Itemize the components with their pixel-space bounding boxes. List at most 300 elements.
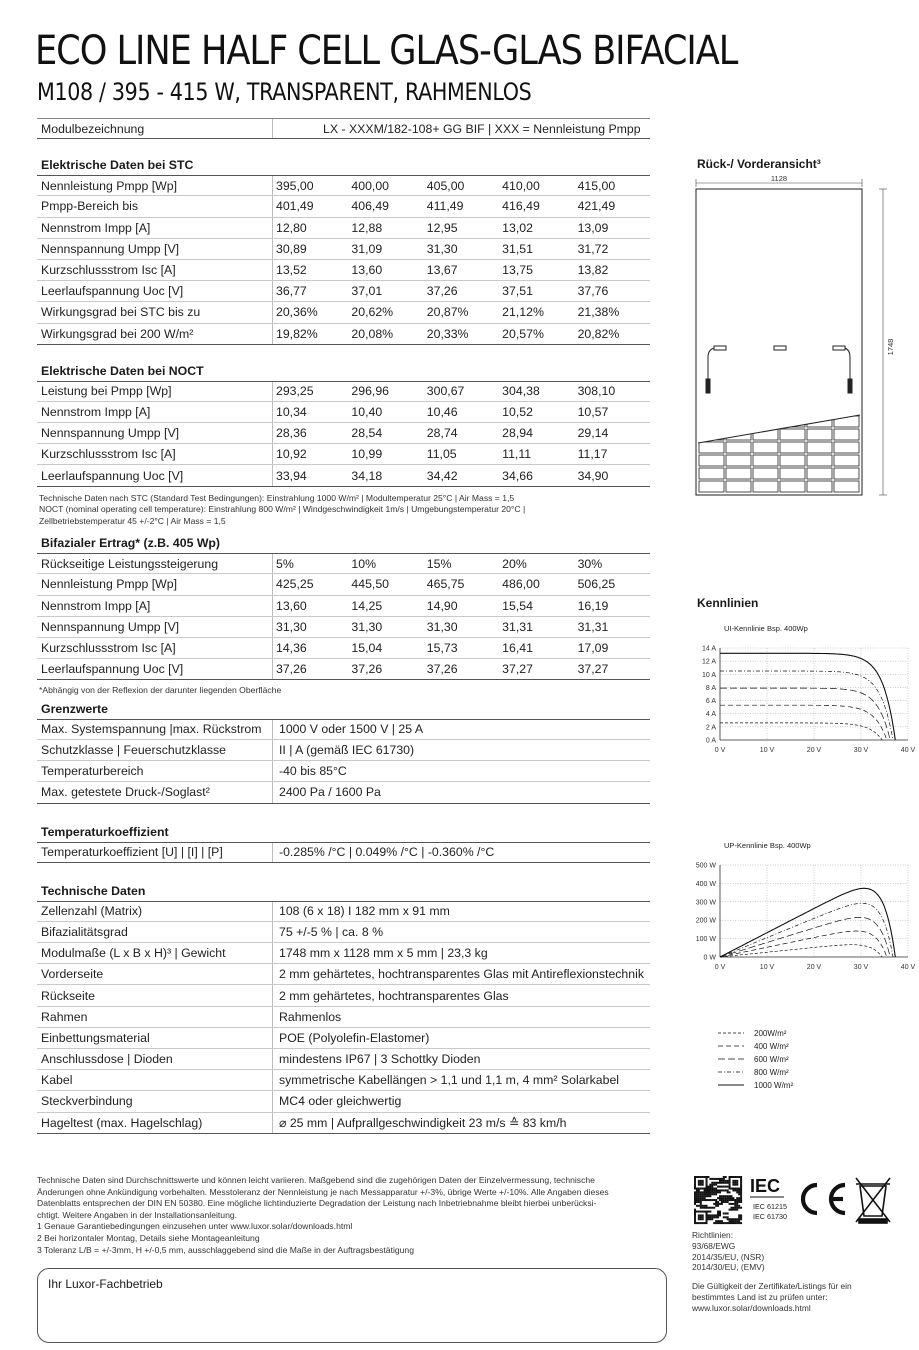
row-value: 31,31 [502, 619, 533, 634]
row-value: 108 (6 x 18) I 182 mm x 91 mm [279, 904, 450, 919]
y-tick-label: 6 A [705, 698, 716, 706]
tempcoef-title: Temperaturkoeffizient [41, 824, 169, 839]
table-row [37, 901, 650, 922]
bifacial-title: Bifazialer Ertrag* (z.B. 405 Wp) [41, 536, 221, 551]
row-value: 300,67 [426, 384, 465, 399]
table-row [37, 1007, 650, 1028]
y-tick-label: 400 W [695, 880, 716, 888]
row-label: Modulmaße (L x B x H)³ | Gewicht [37, 943, 273, 963]
row-value: 13,60 [351, 263, 383, 278]
row-value: 421,49 [577, 199, 616, 214]
row-value: 31,09 [351, 241, 383, 256]
note-line: Technische Daten nach STC (Standard Test Bedingungen): Einstrahlung 1000 W/m² | Modultemperatur 25°C | Air Mass = 1,5 [39, 492, 515, 503]
row-value: 15,73 [426, 640, 458, 655]
row-value: 13,52 [276, 263, 307, 278]
qr-code-icon [694, 1176, 742, 1224]
row-label: Kurzschlussstrom Isc [A] [37, 444, 273, 464]
tempcoef-table [37, 842, 650, 863]
row-label: Leerlaufspannung Uoc [V] [37, 465, 273, 485]
connector-right [848, 379, 852, 393]
dealer-label: Ihr Luxor-Fachbetrieb [48, 1277, 163, 1291]
row-value: 20% [502, 556, 527, 571]
spec-tables [37, 118, 650, 1134]
solar-cell [726, 468, 751, 479]
model-row [37, 118, 650, 139]
stc-title: Elektrische Daten bei STC [41, 158, 194, 173]
solar-cell [753, 429, 778, 440]
y-tick-label: 12 A [701, 658, 716, 666]
row-label: Steckverbindung [37, 1091, 273, 1111]
row-label: Rückseitige Leistungssteigerung [37, 554, 273, 573]
row-value: 1748 mm x 1128 mm x 5 mm | 23,3 kg [279, 946, 488, 961]
table-row [37, 574, 650, 595]
footnote-line: 3 Toleranz L/B = +/-3mm, H +/-0,5 mm, ausschlaggebend sind die Maße in der Auftragsbestätigung [37, 1244, 414, 1255]
solar-cell [780, 481, 805, 492]
iec-line: IEC 61730 [753, 1212, 787, 1221]
table-row [37, 638, 650, 659]
row-label: Nennstrom Impp [A] [37, 218, 273, 238]
curves-legend [718, 1027, 838, 1095]
row-value: 12,88 [351, 220, 383, 235]
row-value: 31,30 [426, 241, 458, 256]
table-row [37, 196, 650, 217]
table-row [37, 659, 650, 680]
footnote-line: 2 Bei horizontaler Montag, Details siehe Montageanleitung [37, 1232, 260, 1243]
footnote-line: Änderungen ohne Ankündigung vorbehalten. Messtoleranz der Nennleistung je nach Messapparatur +/-3%, übrige Werte +/-10%. Alle Angaben dieses [37, 1186, 609, 1197]
row-value: 445,50 [351, 577, 390, 592]
row-value: 20,57% [502, 326, 544, 341]
limits-title: Grenzwerte [41, 701, 108, 716]
row-value: Rahmenlos [279, 1009, 342, 1024]
row-value: 31,30 [426, 619, 458, 634]
row-value: 20,33% [426, 326, 469, 341]
solar-cell [780, 455, 805, 466]
solar-cell [834, 442, 859, 453]
cert-logos [692, 1172, 907, 1233]
solar-cell [834, 481, 859, 492]
cert-svg [692, 1172, 907, 1228]
row-value: II | A (gemäß IEC 61730) [279, 743, 415, 758]
solar-cell [834, 455, 859, 466]
row-label: Rückseite [37, 985, 273, 1005]
row-value: 304,38 [502, 384, 540, 399]
connector-left [706, 379, 710, 393]
y-tick-label: 8 A [705, 684, 716, 692]
noct-title: Elektrische Daten bei NOCT [41, 363, 204, 378]
row-value: 506,25 [577, 577, 616, 592]
row-value: mindestens IP67 | 3 Schottky Dioden [279, 1052, 481, 1067]
row-value: 395,00 [276, 178, 314, 193]
table-row [37, 465, 650, 486]
row-value: 411,49 [426, 199, 464, 214]
row-label: Kurzschlussstrom Isc [A] [37, 638, 273, 658]
row-value: 37,26 [351, 662, 383, 677]
x-tick-label: 20 V [806, 747, 822, 754]
row-label: Nennspannung Umpp [V] [37, 423, 273, 443]
dealer-box [37, 1268, 667, 1343]
solar-cell [699, 455, 724, 466]
crossed-bin-icon [856, 1178, 890, 1223]
table-row [37, 381, 650, 402]
solar-cell [753, 416, 778, 427]
row-value: POE (Polyolefin-Elastomer) [279, 1030, 430, 1045]
row-label: Leerlaufspannung Uoc [V] [37, 659, 273, 679]
row-value: 31,72 [577, 241, 609, 256]
series-line [720, 945, 882, 957]
x-tick-label: 30 V [853, 747, 869, 754]
reg-line: Richtlinien: [692, 1230, 733, 1240]
row-value: 405,00 [426, 178, 465, 193]
junction-box [714, 346, 726, 350]
row-value: 34,18 [351, 468, 383, 483]
row-value: 15% [426, 556, 452, 571]
row-value: 11,17 [577, 447, 608, 462]
row-value: 2400 Pa / 1600 Pa [279, 785, 381, 800]
footnote-line: Datenblatts entsprechen der DIN EN 50380. Eine mögliche lichtinduzierte Degradation der Leistung nach Inbetriebnahme bleibt hierbei unberücksi- [37, 1198, 597, 1209]
bifacial-note: *Abhängig von der Reflexion der darunter liegenden Oberfläche [39, 685, 282, 696]
row-value: -40 bis 85°C [279, 764, 347, 779]
row-value: 16,41 [502, 640, 533, 655]
solar-cell [699, 442, 724, 453]
module-outline [696, 189, 862, 495]
regulations [692, 1230, 907, 1314]
row-value: 30% [577, 556, 603, 571]
row-value: 28,54 [351, 426, 383, 441]
row-label: Rahmen [37, 1007, 273, 1027]
x-tick-label: 40 V [900, 747, 916, 754]
series-line [720, 688, 890, 740]
reg-line: www.luxor.solar/downloads.html [692, 1302, 811, 1313]
row-value: 13,75 [502, 263, 533, 278]
row-value: 10,34 [276, 404, 307, 419]
y-tick-label: 500 W [695, 862, 716, 870]
module-drawing [690, 175, 900, 500]
solar-cell [726, 442, 751, 453]
iec-logo: IEC [750, 1176, 781, 1196]
row-label: Nennspannung Umpp [V] [37, 239, 273, 259]
row-label: Schutzklasse | Feuerschutzklasse [37, 740, 273, 760]
reg-line: 2014/35/EU, (NSR) [692, 1251, 765, 1262]
table-row [37, 423, 650, 444]
footnote-line: 1 Genaue Garantiebedingungen einzusehen unter www.luxor.solar/downloads.html [37, 1221, 353, 1232]
solar-cell [753, 442, 778, 453]
solar-cell [807, 429, 832, 440]
row-value: 20,62% [351, 305, 394, 320]
model-label: Modulbezeichnung [37, 119, 273, 138]
solar-cell [726, 455, 751, 466]
row-value: 33,94 [276, 468, 307, 483]
table-row [37, 964, 650, 985]
table-row [37, 842, 650, 863]
row-value: 20,36% [276, 305, 318, 320]
ce-mark-icon [803, 1185, 845, 1213]
row-value: 20,82% [577, 326, 620, 341]
junction-boxes [706, 346, 852, 393]
row-label: Nennleistung Pmpp [Wp] [37, 176, 273, 195]
table-row [37, 444, 650, 465]
chart-title: UI-Kennlinie Bsp. 400Wp [724, 624, 808, 633]
legend-label: 600 W/m² [754, 1055, 789, 1064]
row-label: Max. getestete Druck-/Soglast² [37, 782, 273, 802]
table-row [37, 218, 650, 239]
row-value: 37,27 [502, 662, 533, 677]
row-value: 5% [276, 556, 294, 571]
x-tick-label: 10 V [759, 964, 775, 971]
row-value: 2 mm gehärtetes, hochtransparentes Glas mit Antireflexionstechnik [279, 967, 644, 982]
row-value: 2 mm gehärtetes, hochtransparentes Glas [279, 988, 509, 1003]
solar-cell [753, 481, 778, 492]
solar-cell [807, 468, 832, 479]
reg-line: bestimmtes Land ist zu prüfen unter: [692, 1291, 828, 1302]
row-value: 12,95 [426, 220, 458, 235]
row-label: Nennstrom Impp [A] [37, 402, 273, 422]
table-row [37, 1070, 650, 1091]
table-row [37, 985, 650, 1006]
series-line [720, 888, 895, 957]
row-value: 13,67 [426, 263, 458, 278]
row-value: 31,30 [276, 619, 307, 634]
row-value: 37,26 [426, 284, 458, 299]
row-value: 12,80 [276, 220, 307, 235]
y-tick-label: 2 A [705, 724, 716, 732]
ui-curve-chart [688, 620, 916, 760]
row-value: 34,66 [502, 468, 533, 483]
y-tick-label: 0 W [703, 954, 716, 962]
y-tick-label: 300 W [695, 899, 716, 907]
x-tick-label: 30 V [853, 964, 869, 971]
junction-box [774, 346, 786, 350]
up-curve-chart [688, 837, 916, 977]
solar-cell [807, 442, 832, 453]
row-value: 17,09 [577, 640, 609, 655]
row-value: 19,82% [276, 326, 318, 341]
row-value: 14,90 [426, 598, 458, 613]
row-value: 10,92 [276, 447, 307, 462]
row-label: Wirkungsgrad bei STC bis zu [37, 302, 273, 322]
row-value: 11,11 [502, 447, 532, 462]
row-value: 401,49 [276, 199, 314, 214]
row-value: 400,00 [351, 178, 390, 193]
legend-label: 400 W/m² [754, 1042, 789, 1051]
legend-label: 1000 W/m² [754, 1081, 794, 1090]
curves-title: Kennlinien [697, 596, 759, 610]
table-row [37, 740, 650, 761]
y-tick-label: 14 A [701, 645, 716, 653]
table-row [37, 1028, 650, 1049]
row-value: 28,94 [502, 426, 533, 441]
table-row [37, 281, 650, 302]
row-value: 10,46 [426, 404, 458, 419]
row-value: 75 +/-5 % | ca. 8 % [279, 924, 384, 939]
note-line: Zellbetriebstemperatur 45 +/-2°C | Air Mass = 1,5 [39, 515, 226, 526]
y-tick-label: 0 A [705, 737, 716, 745]
row-value: 37,76 [577, 284, 609, 299]
solar-cell [726, 481, 751, 492]
row-value: 13,82 [577, 263, 609, 278]
table-row [37, 402, 650, 423]
table-row [37, 719, 650, 740]
row-label: Nennleistung Pmpp [Wp] [37, 574, 273, 594]
footnote [37, 1175, 667, 1256]
solar-cell [699, 468, 724, 479]
y-tick-label: 100 W [695, 936, 716, 944]
row-label: Einbettungsmaterial [37, 1028, 273, 1048]
reg-line [692, 1273, 907, 1281]
row-value: symmetrische Kabellängen > 1,1 und 1,1 m, 4 mm² Solarkabel [279, 1073, 620, 1088]
row-label: Kabel [37, 1070, 273, 1090]
stc-table [37, 175, 650, 345]
row-value: 465,75 [426, 577, 465, 592]
row-value: 415,00 [577, 178, 616, 193]
row-label: Temperaturkoeffizient [U] | [I] | [P] [37, 843, 273, 862]
junction-box [833, 346, 845, 350]
series-line [720, 723, 882, 740]
reg-line: 93/68/EWG [692, 1240, 736, 1251]
row-label: Kurzschlussstrom Isc [A] [37, 260, 273, 280]
table-row [37, 596, 650, 617]
limits-table [37, 719, 650, 804]
row-label: Leistung bei Pmpp [Wp] [37, 382, 273, 401]
table-row [37, 175, 650, 196]
y-tick-label: 4 A [705, 711, 716, 719]
row-value: 37,51 [502, 284, 533, 299]
row-value: 308,10 [577, 384, 616, 399]
row-value: 13,09 [577, 220, 609, 235]
table-row [37, 260, 650, 281]
row-value: 15,54 [502, 598, 533, 613]
row-value: 37,27 [577, 662, 609, 677]
row-value: 425,25 [276, 577, 314, 592]
solar-cell [834, 468, 859, 479]
noct-table [37, 381, 650, 487]
row-value: -0.285% /°C | 0.049% /°C | -0.360% /°C [279, 845, 495, 860]
solar-cell [780, 429, 805, 440]
tech-title: Technische Daten [41, 883, 146, 898]
row-label: Zellenzahl (Matrix) [37, 902, 273, 921]
reg-line: 2014/30/EU, (EMV) [692, 1262, 765, 1273]
y-tick-label: 200 W [695, 917, 716, 925]
table-row [37, 617, 650, 638]
row-value: 37,26 [276, 662, 307, 677]
table-row [37, 1049, 650, 1070]
table-row [37, 943, 650, 964]
solar-cell [807, 481, 832, 492]
row-label: Leerlaufspannung Uoc [V] [37, 281, 273, 301]
solar-cell [699, 481, 724, 492]
bifacial-table [37, 553, 650, 680]
note-line: NOCT (nominal operating cell temperature): Einstrahlung 800 W/m² | Windgeschwindigkeit 1m/s | Umgebungstemperatur 20°C | [39, 504, 526, 515]
row-label: Max. Systemspannung |max. Rückstrom [37, 720, 273, 739]
row-value: 10,52 [502, 404, 533, 419]
row-label: Hageltest (max. Hagelschlag) [37, 1113, 273, 1133]
row-label: Vorderseite [37, 964, 273, 984]
row-label: Bifazialitätsgrad [37, 922, 273, 942]
height-label: 1748 [886, 338, 895, 356]
solar-cell [726, 416, 751, 427]
row-value: 20,87% [426, 305, 469, 320]
row-value: 13,02 [502, 220, 533, 235]
row-value: 293,25 [276, 384, 314, 399]
row-value: 14,36 [276, 640, 307, 655]
row-value: 1000 V oder 1500 V | 25 A [279, 722, 424, 737]
table-row [37, 761, 650, 782]
noct-note [37, 493, 650, 528]
row-value: 296,96 [351, 384, 390, 399]
row-value: 28,74 [426, 426, 458, 441]
row-value: 34,90 [577, 468, 609, 483]
row-value: 29,14 [577, 426, 609, 441]
row-value: 21,12% [502, 305, 544, 320]
row-value: 10,99 [351, 447, 383, 462]
chart-title: UP-Kennlinie Bsp. 400Wp [724, 841, 811, 850]
solar-cell [753, 468, 778, 479]
x-tick-label: 0 V [714, 747, 726, 754]
x-tick-label: 0 V [714, 964, 726, 971]
row-value: 10,57 [577, 404, 609, 419]
table-row [37, 1113, 650, 1134]
row-value: 31,30 [351, 619, 383, 634]
footnote-line: chtigt. Weitere Angaben in der Installationsanleitung. [37, 1209, 238, 1220]
row-value: 10% [351, 556, 377, 571]
table-row [37, 553, 650, 574]
footnote-line: Technische Daten sind Durchschnittswerte und können leicht variieren. Maßgebend sind die zugehörigen Daten der Einzelvermessung, technische [37, 1175, 595, 1185]
iec-line: IEC 61215 [753, 1202, 787, 1211]
row-value: 28,36 [276, 426, 307, 441]
legend-label: 200W/m² [754, 1029, 787, 1038]
y-tick-label: 10 A [701, 671, 716, 679]
table-row [37, 239, 650, 260]
drawing-title: Rück-/ Vorderansicht³ [697, 157, 821, 171]
solar-cell [807, 455, 832, 466]
row-value: 31,51 [502, 241, 533, 256]
solar-cell [753, 455, 778, 466]
row-value: 21,38% [577, 305, 620, 320]
row-value: 410,00 [502, 178, 540, 193]
row-value: 486,00 [502, 577, 540, 592]
row-label: Nennspannung Umpp [V] [37, 617, 273, 637]
table-row [37, 922, 650, 943]
row-value: 31,31 [577, 619, 609, 634]
row-label: Nennstrom Impp [A] [37, 596, 273, 616]
row-value: 15,04 [351, 640, 383, 655]
row-value: 14,25 [351, 598, 383, 613]
legend-label: 800 W/m² [754, 1068, 789, 1077]
row-value: 406,49 [351, 199, 390, 214]
row-label: Pmpp-Bereich bis [37, 196, 273, 216]
solar-cell [780, 468, 805, 479]
row-value: 37,26 [426, 662, 458, 677]
row-label: Wirkungsgrad bei 200 W/m² [37, 324, 273, 344]
row-value: 34,42 [426, 468, 458, 483]
row-value: 16,19 [577, 598, 609, 613]
table-row [37, 782, 650, 803]
model-value: LX - XXXM/182-108+ GG BIF | XXX = Nennleistung Pmpp [323, 121, 641, 136]
row-label: Temperaturbereich [37, 761, 273, 781]
row-value: 30,89 [276, 241, 307, 256]
solar-cell [699, 416, 724, 427]
tech-table [37, 901, 650, 1134]
reg-line: Die Gültigkeit der Zertifikate/Listings für ein [692, 1281, 852, 1292]
x-tick-label: 20 V [806, 964, 822, 971]
solar-cell [780, 442, 805, 453]
page-title: ECO LINE HALF CELL GLAS-GLAS BIFACIAL [35, 28, 738, 74]
table-row [37, 324, 650, 345]
width-label: 1128 [770, 175, 788, 183]
row-value: 10,40 [351, 404, 383, 419]
table-row [37, 302, 650, 323]
row-value: MC4 oder gleichwertig [279, 1094, 402, 1109]
row-value: 11,05 [426, 447, 457, 462]
